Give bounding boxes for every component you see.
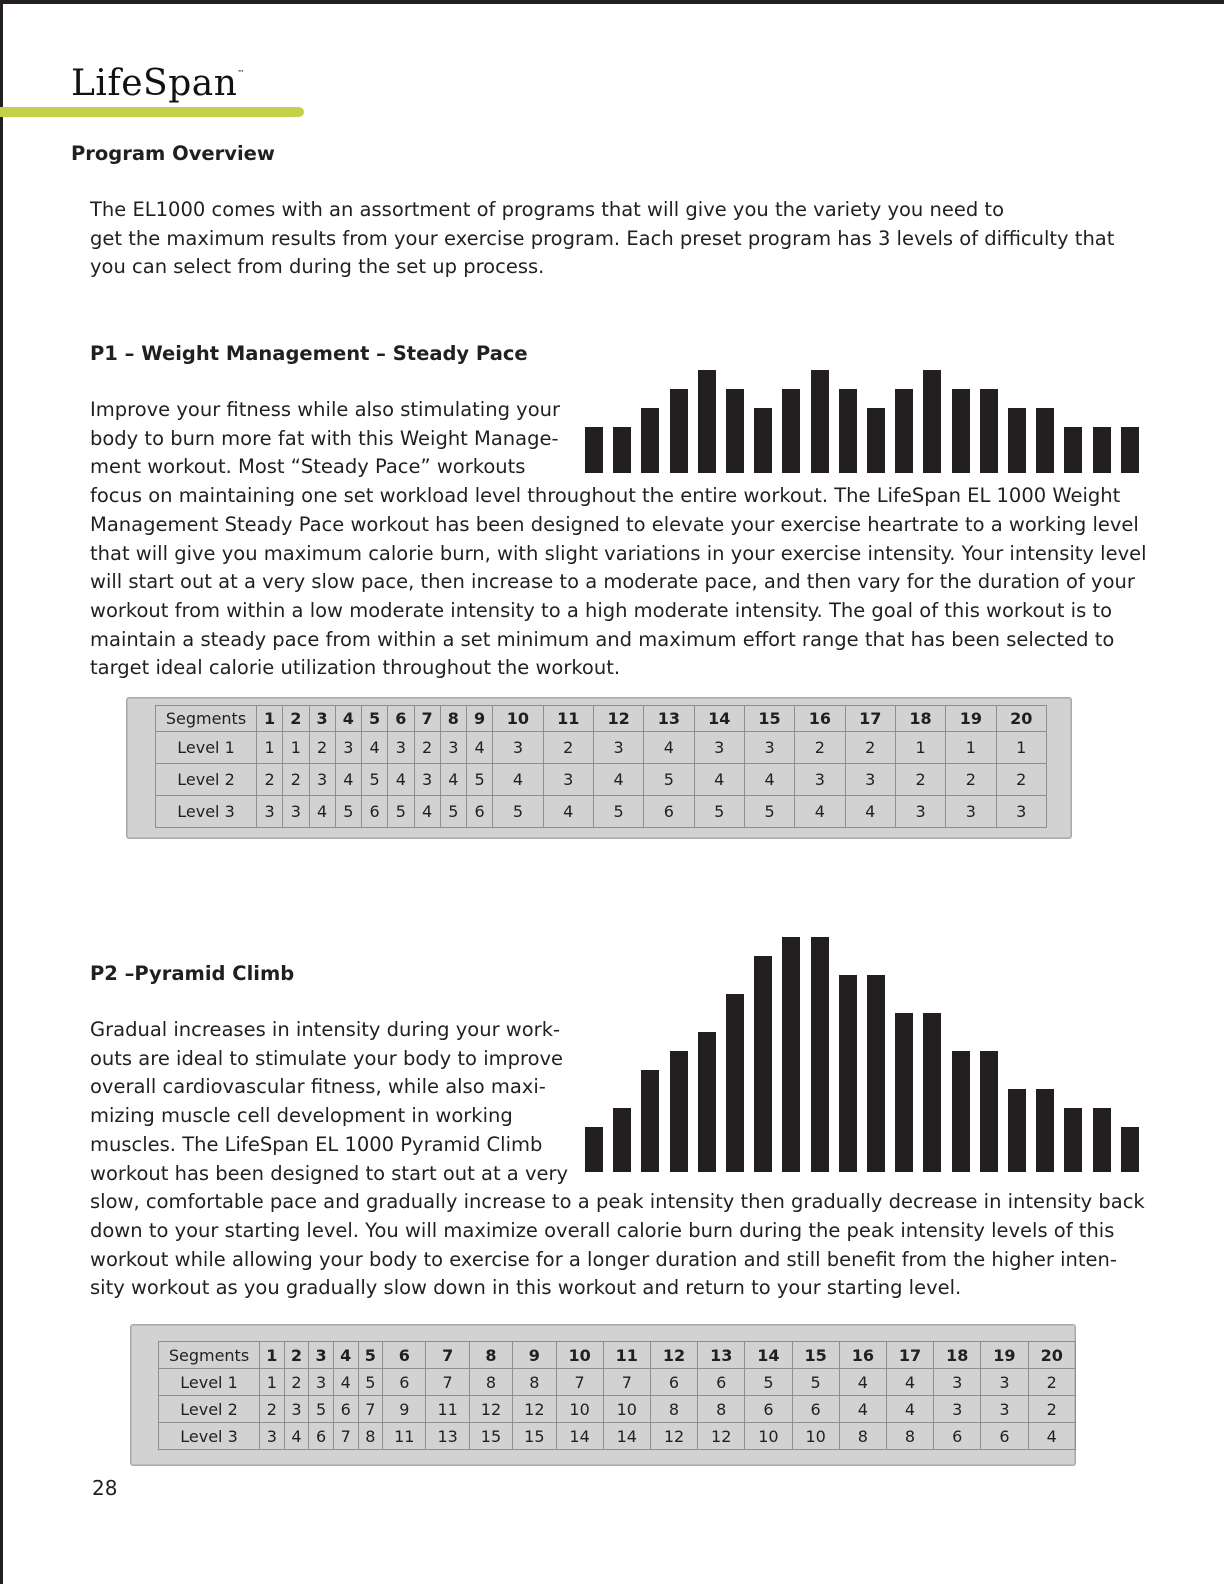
trademark-mark: ™: [237, 69, 245, 77]
level-value-cell: 3: [845, 764, 895, 796]
level-value-cell: 5: [644, 764, 694, 796]
chart-bar: [980, 1051, 998, 1172]
level-value-cell: 4: [593, 764, 643, 796]
p1-line: target ideal calorie utilization throughout the workout.: [90, 656, 621, 680]
chart-bar: [641, 408, 659, 473]
level-value-cell: 10: [603, 1396, 650, 1423]
chart-bar: [1093, 1108, 1111, 1172]
level-value-cell: 11: [426, 1396, 469, 1423]
level-value-cell: 5: [358, 1369, 383, 1396]
level-value-cell: 2: [895, 764, 945, 796]
chart-bar: [1064, 1108, 1082, 1172]
level-value-cell: 4: [414, 796, 440, 828]
chart-bar: [980, 389, 998, 473]
level-value-cell: 6: [792, 1396, 839, 1423]
p1-line: maintain a steady pace from within a set minimum and maximum effort range that has been selected to: [90, 627, 1115, 651]
level-label-cell: Level 3: [159, 1423, 260, 1450]
level-value-cell: 12: [469, 1396, 512, 1423]
chart-bar: [895, 389, 913, 473]
level-value-cell: 6: [362, 796, 388, 828]
level-value-cell: 1: [257, 732, 283, 764]
level-value-cell: 2: [946, 764, 996, 796]
level-value-cell: 3: [996, 796, 1046, 828]
p2-line: Gradual increases in intensity during your work-: [90, 1018, 561, 1041]
level-value-cell: 3: [744, 732, 794, 764]
level-value-cell: 4: [362, 732, 388, 764]
level-value-cell: 5: [309, 1396, 334, 1423]
p1-line: workout from within a low moderate intensity to a high moderate intensity. The goal of this workout is to: [90, 598, 1113, 622]
level-value-cell: 4: [694, 764, 744, 796]
segment-number-cell: 13: [644, 706, 694, 732]
segment-number-cell: 18: [895, 706, 945, 732]
level-value-cell: 3: [981, 1369, 1028, 1396]
page-frame-left-border: [0, 0, 3, 1584]
segment-number-cell: 1: [257, 706, 283, 732]
segment-number-cell: 18: [934, 1342, 981, 1369]
segment-number-cell: 13: [698, 1342, 745, 1369]
level-value-cell: 6: [745, 1396, 792, 1423]
segments-header-cell: Segments: [156, 706, 257, 732]
chart-bar: [613, 1108, 631, 1172]
chart-bar: [839, 389, 857, 473]
table-row: [159, 1396, 1076, 1423]
level-value-cell: 2: [1028, 1369, 1075, 1396]
p2-line: sity workout as you gradually slow down in this workout and return to your starting level.: [90, 1276, 962, 1300]
level-value-cell: 3: [493, 732, 543, 764]
level-value-cell: 5: [745, 1369, 792, 1396]
level-value-cell: 6: [650, 1369, 697, 1396]
segment-number-cell: 17: [845, 706, 895, 732]
level-value-cell: 2: [1028, 1396, 1075, 1423]
level-value-cell: 5: [493, 796, 543, 828]
chart-bar: [952, 389, 970, 473]
page-heading: Program Overview: [71, 142, 275, 165]
segment-number-cell: 5: [362, 706, 388, 732]
level-value-cell: 2: [283, 764, 309, 796]
p2-line: mizing muscle cell development in working: [90, 1104, 513, 1128]
p1-line: that will give you maximum calorie burn, with slight variations in your exercise intensity. Your intensity level: [90, 541, 1147, 565]
level-value-cell: 10: [556, 1396, 603, 1423]
level-value-cell: 1: [946, 732, 996, 764]
chart-bar: [839, 975, 857, 1172]
level-value-cell: 7: [603, 1369, 650, 1396]
level-value-cell: 4: [543, 796, 593, 828]
level-value-cell: 14: [603, 1423, 650, 1450]
segment-number-cell: 15: [792, 1342, 839, 1369]
level-label-cell: Level 2: [159, 1396, 260, 1423]
level-value-cell: 3: [934, 1369, 981, 1396]
level-value-cell: 8: [886, 1423, 933, 1450]
level-value-cell: 6: [467, 796, 493, 828]
segment-number-cell: 14: [745, 1342, 792, 1369]
level-value-cell: 8: [469, 1369, 512, 1396]
level-value-cell: 5: [694, 796, 744, 828]
segment-number-cell: 12: [593, 706, 643, 732]
level-value-cell: 1: [895, 732, 945, 764]
level-value-cell: 15: [469, 1423, 512, 1450]
chart-bar: [1064, 427, 1082, 473]
level-value-cell: 3: [335, 732, 361, 764]
chart-bar: [867, 408, 885, 473]
p1-line: Management Steady Pace workout has been designed to elevate your exercise heartrate to a working level: [90, 512, 1139, 536]
p2-line: overall cardiovascular fitness, while also maxi-: [90, 1075, 546, 1099]
level-value-cell: 4: [333, 1369, 358, 1396]
table-row: [156, 764, 1047, 796]
segment-number-cell: 12: [650, 1342, 697, 1369]
level-value-cell: 3: [414, 764, 440, 796]
chart-bar: [923, 370, 941, 473]
chart-bar: [811, 370, 829, 473]
level-value-cell: 6: [383, 1369, 426, 1396]
segment-number-cell: 14: [694, 706, 744, 732]
level-value-cell: 6: [333, 1396, 358, 1423]
level-value-cell: 15: [513, 1423, 556, 1450]
level-value-cell: 4: [440, 764, 466, 796]
chart-bar: [698, 370, 716, 473]
level-value-cell: 5: [593, 796, 643, 828]
p1-title: P1 – Weight Management – Steady Pace: [90, 342, 528, 365]
segment-number-cell: 15: [744, 706, 794, 732]
p1-line: Improve your fitness while also stimulating your: [90, 398, 561, 421]
level-value-cell: 6: [644, 796, 694, 828]
chart-bar: [1093, 427, 1111, 473]
level-value-cell: 4: [1028, 1423, 1075, 1450]
chart-bar: [585, 427, 603, 473]
level-label-cell: Level 2: [156, 764, 257, 796]
table-row: [156, 732, 1047, 764]
segment-number-cell: 9: [513, 1342, 556, 1369]
level-value-cell: 4: [839, 1369, 886, 1396]
level-value-cell: 3: [543, 764, 593, 796]
chart-bar: [811, 937, 829, 1172]
level-label-cell: Level 1: [156, 732, 257, 764]
level-value-cell: 4: [839, 1396, 886, 1423]
level-value-cell: 5: [467, 764, 493, 796]
level-value-cell: 3: [309, 1369, 334, 1396]
level-value-cell: 8: [358, 1423, 383, 1450]
level-value-cell: 2: [257, 764, 283, 796]
level-value-cell: 4: [335, 764, 361, 796]
p2-segments-table: [158, 1341, 1076, 1450]
segment-number-cell: 4: [333, 1342, 358, 1369]
level-value-cell: 6: [981, 1423, 1028, 1450]
lifespan-logo: [71, 63, 245, 104]
level-value-cell: 2: [309, 732, 335, 764]
chart-bar: [1008, 1089, 1026, 1172]
segment-number-cell: 10: [493, 706, 543, 732]
level-value-cell: 4: [744, 764, 794, 796]
logo-accent-bar: [0, 107, 304, 117]
segment-number-cell: 6: [388, 706, 414, 732]
level-value-cell: 12: [513, 1396, 556, 1423]
chart-bar: [585, 1127, 603, 1172]
level-value-cell: 12: [698, 1423, 745, 1450]
level-value-cell: 8: [513, 1369, 556, 1396]
segment-number-cell: 7: [414, 706, 440, 732]
level-value-cell: 5: [792, 1369, 839, 1396]
segment-number-cell: 19: [946, 706, 996, 732]
page-frame-top-border: [0, 0, 1224, 4]
level-value-cell: 13: [426, 1423, 469, 1450]
p2-line: workout while allowing your body to exercise for a longer duration and still benefit from the higher inten-: [90, 1247, 1117, 1271]
segment-number-cell: 20: [996, 706, 1046, 732]
p2-line: down to your starting level. You will maximize overall calorie burn during the peak intensity levels of this: [90, 1218, 1115, 1242]
level-value-cell: 3: [895, 796, 945, 828]
table-header-row: [156, 706, 1047, 732]
level-value-cell: 2: [845, 732, 895, 764]
segment-number-cell: 1: [260, 1342, 285, 1369]
table-header-row: [159, 1342, 1076, 1369]
level-value-cell: 1: [260, 1369, 285, 1396]
chart-bar: [754, 956, 772, 1172]
level-value-cell: 3: [694, 732, 744, 764]
level-value-cell: 6: [934, 1423, 981, 1450]
level-value-cell: 14: [556, 1423, 603, 1450]
level-value-cell: 9: [383, 1396, 426, 1423]
level-value-cell: 4: [388, 764, 414, 796]
chart-bar: [726, 994, 744, 1172]
segment-number-cell: 9: [467, 706, 493, 732]
level-value-cell: 5: [388, 796, 414, 828]
chart-bar: [1008, 408, 1026, 473]
p1-line: body to burn more fat with this Weight Manage-: [90, 426, 559, 450]
level-value-cell: 2: [284, 1369, 309, 1396]
level-value-cell: 7: [358, 1396, 383, 1423]
level-value-cell: 12: [650, 1423, 697, 1450]
level-value-cell: 10: [792, 1423, 839, 1450]
segment-number-cell: 16: [839, 1342, 886, 1369]
chart-bar: [613, 427, 631, 473]
level-value-cell: 2: [414, 732, 440, 764]
level-value-cell: 3: [283, 796, 309, 828]
level-value-cell: 4: [493, 764, 543, 796]
level-value-cell: 2: [795, 732, 845, 764]
level-value-cell: 3: [284, 1396, 309, 1423]
level-value-cell: 3: [309, 764, 335, 796]
p1-intensity-bar-chart: [585, 360, 1145, 473]
level-value-cell: 8: [839, 1423, 886, 1450]
segment-number-cell: 11: [543, 706, 593, 732]
level-value-cell: 5: [744, 796, 794, 828]
p2-line: workout has been designed to start out at a very: [90, 1161, 569, 1185]
intro-paragraph: [90, 196, 1114, 282]
level-value-cell: 7: [556, 1369, 603, 1396]
segment-number-cell: 8: [469, 1342, 512, 1369]
level-value-cell: 4: [309, 796, 335, 828]
segment-number-cell: 8: [440, 706, 466, 732]
segment-number-cell: 16: [795, 706, 845, 732]
segment-number-cell: 2: [284, 1342, 309, 1369]
level-value-cell: 8: [650, 1396, 697, 1423]
level-label-cell: Level 3: [156, 796, 257, 828]
p1-line: will start out at a very slow pace, then increase to a moderate pace, and then vary for the duration of your: [90, 570, 1135, 594]
table-row: [156, 796, 1047, 828]
level-value-cell: 1: [283, 732, 309, 764]
intro-line: The EL1000 comes with an assortment of programs that will give you the variety you need to: [90, 198, 1004, 221]
level-value-cell: 4: [845, 796, 895, 828]
segment-number-cell: 20: [1028, 1342, 1075, 1369]
level-value-cell: 3: [260, 1423, 285, 1450]
p1-line: focus on maintaining one set workload level throughout the entire workout. The LifeSpan EL 1000 Weight: [90, 484, 1121, 508]
level-value-cell: 2: [260, 1396, 285, 1423]
level-value-cell: 7: [333, 1423, 358, 1450]
level-value-cell: 4: [795, 796, 845, 828]
chart-bar: [754, 408, 772, 473]
level-value-cell: 1: [996, 732, 1046, 764]
level-value-cell: 3: [981, 1396, 1028, 1423]
intro-line: get the maximum results from your exercise program. Each preset program has 3 levels of difficulty that: [90, 226, 1115, 250]
level-value-cell: 2: [996, 764, 1046, 796]
level-label-cell: Level 1: [159, 1369, 260, 1396]
table-row: [159, 1369, 1076, 1396]
logo-text: LifeSpan: [71, 63, 238, 104]
level-value-cell: 4: [284, 1423, 309, 1450]
segment-number-cell: 4: [335, 706, 361, 732]
chart-bar: [782, 937, 800, 1172]
segment-number-cell: 3: [309, 1342, 334, 1369]
level-value-cell: 4: [644, 732, 694, 764]
chart-bar: [1121, 1127, 1139, 1172]
level-value-cell: 6: [309, 1423, 334, 1450]
p2-line: muscles. The LifeSpan EL 1000 Pyramid Climb: [90, 1132, 543, 1156]
level-value-cell: 3: [795, 764, 845, 796]
table-row: [159, 1423, 1076, 1450]
level-value-cell: 3: [593, 732, 643, 764]
page-number: 28: [92, 1476, 118, 1500]
p2-intensity-bar-chart: [585, 938, 1145, 1172]
segment-number-cell: 2: [283, 706, 309, 732]
segments-header-cell: Segments: [159, 1342, 260, 1369]
segment-number-cell: 11: [603, 1342, 650, 1369]
level-value-cell: 3: [257, 796, 283, 828]
level-value-cell: 3: [946, 796, 996, 828]
p1-line: ment workout. Most “Steady Pace” workouts: [90, 455, 526, 479]
level-value-cell: 6: [698, 1369, 745, 1396]
level-value-cell: 10: [745, 1423, 792, 1450]
chart-bar: [1036, 408, 1054, 473]
level-value-cell: 4: [467, 732, 493, 764]
level-value-cell: 2: [543, 732, 593, 764]
segment-number-cell: 6: [383, 1342, 426, 1369]
chart-bar: [782, 389, 800, 473]
segment-number-cell: 5: [358, 1342, 383, 1369]
p2-line: slow, comfortable pace and gradually increase to a peak intensity then gradually decrease in intensity back: [90, 1190, 1145, 1214]
p2-title: P2 –Pyramid Climb: [90, 962, 295, 985]
p2-line: outs are ideal to stimulate your body to improve: [90, 1046, 564, 1070]
level-value-cell: 11: [383, 1423, 426, 1450]
chart-bar: [1036, 1089, 1054, 1172]
p1-segments-table: [155, 705, 1047, 828]
chart-bar: [670, 1051, 688, 1172]
chart-bar: [952, 1051, 970, 1172]
chart-bar: [698, 1032, 716, 1172]
segment-number-cell: 19: [981, 1342, 1028, 1369]
chart-bar: [895, 1013, 913, 1172]
chart-bar: [670, 389, 688, 473]
level-value-cell: 3: [388, 732, 414, 764]
level-value-cell: 8: [698, 1396, 745, 1423]
chart-bar: [726, 389, 744, 473]
segment-number-cell: 7: [426, 1342, 469, 1369]
level-value-cell: 4: [886, 1396, 933, 1423]
chart-bar: [867, 975, 885, 1172]
chart-bar: [1121, 427, 1139, 473]
chart-bar: [923, 1013, 941, 1172]
level-value-cell: 3: [934, 1396, 981, 1423]
level-value-cell: 5: [440, 796, 466, 828]
segment-number-cell: 3: [309, 706, 335, 732]
level-value-cell: 7: [426, 1369, 469, 1396]
level-value-cell: 3: [440, 732, 466, 764]
level-value-cell: 4: [886, 1369, 933, 1396]
level-value-cell: 5: [362, 764, 388, 796]
chart-bar: [641, 1070, 659, 1172]
level-value-cell: 5: [335, 796, 361, 828]
segment-number-cell: 17: [886, 1342, 933, 1369]
segment-number-cell: 10: [556, 1342, 603, 1369]
intro-line: you can select from during the set up process.: [90, 255, 545, 279]
